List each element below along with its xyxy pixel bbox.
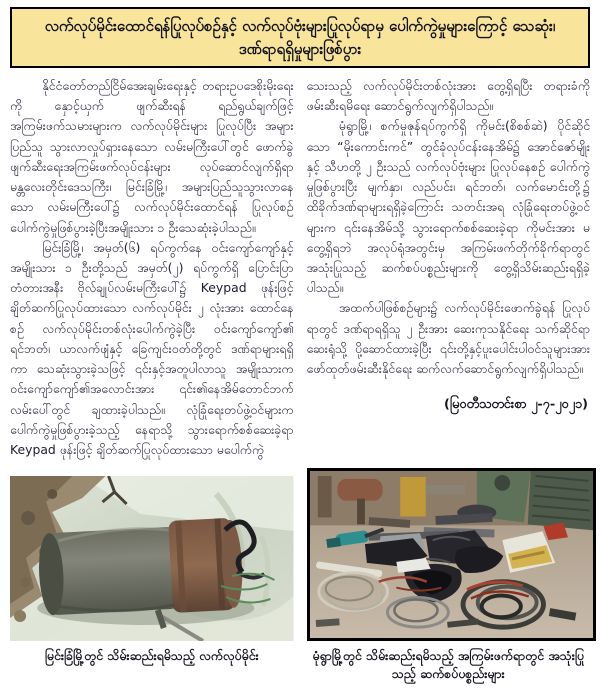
paragraph-4: အထက်ပါဖြစ်စဉ်များ၌ လက်လုပ်မိုင်းဖောက်ခွဲရန် ပြုလုပ်ရာတွင် ဒဏ်ရာရရှိသူ ၂ ဦးအား ဆေးကုသနိုင်ရေး သက်ဆိုင်ရာဆေးရုံသို့ ပို့ဆောင်ထားခဲ့ပြီး ၎င်းတို့နှင့်ပူးပေါင်းပါဝင်သူများအား ဖော်ထုတ်ဖမ်းဆီးနိုင်ရေး ဆက်လက်ဆောင်ရွက်လျက်ရှိပါသည်။: [306, 300, 590, 377]
paragraph-2-continued: သေးသည့် လက်လုပ်မိုင်းတစ်လုံးအား တွေ့ရှိရပြီး တရားခံကို ဖမ်းဆီးရမိရေး ဆောင်ရွက်လျက်ရှိပါသည်။: [306, 78, 590, 114]
paragraph-2: မြင်းခြံမြို့၊ အမှတ်(၆) ရပ်ကွက်နေ ဝင်းကျော်ကျော်နှင့် အမျိုးသား ၁ ဦးတို့သည် အမှတ်(၂) ရပ်ကွက်ရှိ ပြောင်းပြာတံတားအနီး ဗိုလ်ချုပ်လမ်းမကြီးပေါ်၌ Keypad ဖုန်းဖြင့် ချိတ်ဆက်ပြုလုပ်ထားသော လက်လုပ်မိုင်း ၂ လုံးအား ထောင်နေစဉ် လက်လုပ်မိုင်းတစ်လုံးပေါက်ကွဲခဲ့ပြီး ဝင်းကျော်ကျော်၏ ရင်ဘတ်၊ ယာလက်ဖျံနှင့် ခြေကျင်းဝတ်တို့တွင် ဒဏ်ရာများရရှိကာ သေဆုံးသွားခဲ့သဖြင့် ၎င်းနှင့်အတူပါလာသူ အမျိုးသားက ဝင်းကျော်ကျော်၏အလောင်းအား ၎င်း၏နေအိမ်တောင်ဘက် လမ်းပေါ်တွင် ချထားခဲ့ပါသည်။ လုံခြုံရေးတပ်ဖွဲ့ဝင်များက ပေါက်ကွဲမှုဖြစ်ပွားခဲ့သည့် နေရာသို့ သွားရောက်စစ်ဆေးခဲ့ရာ Keypad ဖုန်းဖြင့် ချိတ်ဆက်ပြုလုပ်ထားသော မပေါက်ကွဲ: [10, 239, 294, 457]
news-article-page: [0, 7, 600, 699]
paragraph-3: မုံရွာမြို့၊ စက်မှုဇုန်ရပ်ကွက်ရှိ ကိုမင်း(စိစစ်ဆဲ) ပိုင်ဆိုင်သော “မိုးကောင်းကင်” တွင်ခုံလုပ်ငန်းနေအိမ်၌ အောင်ဇော်မျိုးနှင့် သီဟတို့ ၂ ဦးသည် လက်လုပ်ဗုံးများ ပြုလုပ်နေစဉ် ပေါက်ကွဲမှုဖြစ်ပွားပြီး မျက်နှာ၊ လည်ပင်း၊ ရင်ဘတ်၊ လက်မောင်းတို့၌ ထိခိုက်ဒဏ်ရာများရရှိခဲ့ကြောင်း သတင်းအရ လုံခြုံရေးတပ်ဖွဲ့ဝင်များက ၎င်းနေအိမ်သို့ သွားရောက်စစ်ဆေးခဲ့ရာ ကိုမင်းအား မတွေ့ရှိရဘဲ အလုပ်ရုံအတွင်းမှ အကြမ်းဖက်တိုက်ခိုက်ရာတွင် အသုံးပြုသည့် ဆက်စပ်ပစ္စည်းများကို တွေ့ရှိသိမ်းဆည်းရရှိခဲ့ပါသည်။: [306, 118, 590, 296]
source-attribution: (မြဝတီသတင်းစာ ၂-၇-၂၀၂၁): [444, 397, 588, 413]
left-column: [10, 76, 294, 468]
headline-text: လက်လုပ်မိုင်းထောင်ရန်ပြုလုပ်စဉ်နှင့် လက်လုပ်ဗုံးများပြုလုပ်ရာမှ ပေါက်ကွဲမှုများကြောင့် သေဆုံး၊ ဒဏ်ရာရရှိမှုများဖြစ်ပွား: [44, 17, 556, 58]
paragraph-1: နိုင်ငံတော်တည်ငြိမ်အေးချမ်းရေးနှင့် တရားဥပဒေစိုးမိုးရေးကို နှောင့်ယှက် ဖျက်ဆီးရန် ရည်ရွယ်ချက်ဖြင့် အကြမ်းဖက်သမားများက လက်လုပ်မိုင်းများ ပြုလုပ်ပြီး အများပြည်သူ သွားလာလှုပ်ရှားနေသော လမ်းမကြီးပေါ်တွင် ဖောက်ခွဲဖျက်ဆီးရေးအကြမ်းဖက်လုပ်ငန်းများ လုပ်ဆောင်လျက်ရှိရာ မန္တလေးတိုင်းဒေသကြီး၊ မြင်းခြံမြို့၊ အများပြည်သူသွားလာနေသော လမ်းမကြီးပေါ်၌ လက်လုပ်မိုင်းထောင်ရန် ပြုလုပ်စဉ် ပေါက်ကွဲမှုဖြစ်ပွားခဲ့ပြီးအမျိုးသား ၁ ဦးသေဆုံးခဲ့ပါသည်။: [10, 78, 294, 235]
mine-photo-illustration: [10, 476, 294, 641]
mine-photo: [10, 476, 294, 641]
evidence-photo: [307, 468, 597, 641]
evidence-photo-illustration: [310, 471, 594, 638]
mine-photo-figure: [10, 474, 294, 665]
evidence-photo-figure: [307, 474, 591, 683]
headline-banner: [10, 7, 590, 68]
evidence-photo-caption: မုံရွာမြို့တွင် သိမ်းဆည်းရမိသည့် အကြမ်းဖက်ရာတွင် အသုံးပြုသည့် ဆက်စပ်ပစ္စည်းများ: [312, 648, 584, 681]
mine-photo-caption: မြင်းခြံမြို့တွင် သိမ်းဆည်းရမိသည့် လက်လုပ်မိုင်း: [44, 648, 259, 663]
article-columns: [10, 76, 590, 468]
right-column: [307, 76, 591, 468]
photos-row: [10, 474, 590, 683]
